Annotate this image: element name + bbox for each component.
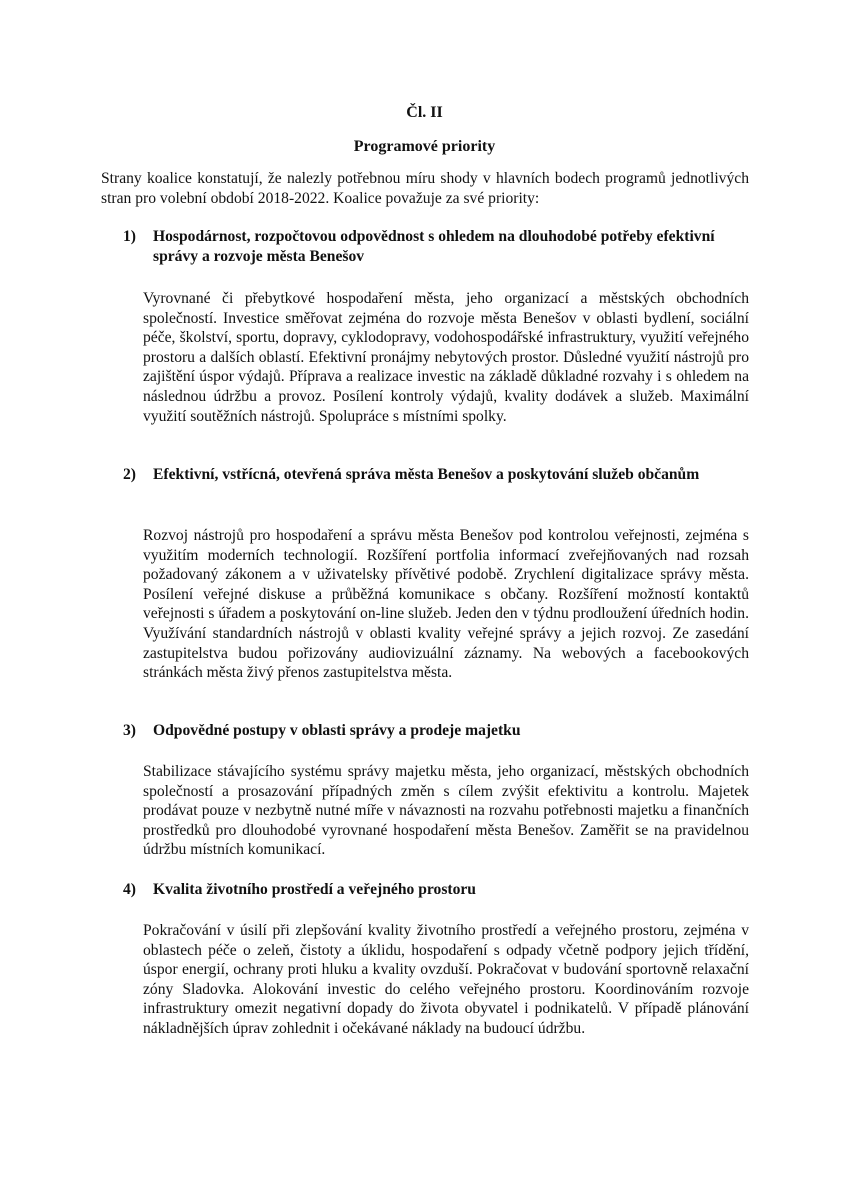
priority-1-body: Vyrovnané či přebytkové hospodaření města, jeho organizací a městských obchodních společností. Investice směřovat zejména do rozvoje města Benešov v oblasti bydlení, sociální péče, školství, sportu, dopravy, cyklodopravy, vodohospodářské infrastruktury, využití veřejného prostoru a dalších oblastí. Efektivní pronájmy nebytových prostor. Důsledné využití nástrojů pro zajištění úspor výdajů. Příprava a realizace investic na základě důkladné rozvahy i s ohledem na následnou údržbu a provoz. Posílení kontroly výdajů, kvality dodávek a služeb. Maximální využití soutěžních nástrojů. Spolupráce s místními spolky.	[143, 290, 749, 425]
priority-1-title: Hospodárnost, rozpočtovou odpovědnost s ohledem na dlouhodobé potřeby efektivní správy a rozvoje města Benešov	[153, 228, 715, 265]
priority-2-body: Rozvoj nástrojů pro hospodaření a správu města Benešov pod kontrolou veřejnosti, zejména s využitím moderních technologií. Rozšíření portfolia informací zveřejňovaných nad rozsah požadovaný zákonem a v uživatelsky přívětivé podobě. Zrychlení digitalizace správy města. Posílení veřejné diskuse a průběžná komunikace s občany. Rozšíření možností kontaktů veřejnosti s úřadem a poskytování on-line služeb. Jeden den v týdnu prodloužení úředních hodin. Využívání standardních nástrojů v oblasti kvality veřejné správy a jejich rozvoj. Ze zasedání zastupitelstva budou pořizovány audiovizuální záznamy. Na webových a facebookových stránkách města živý přenos zastupitelstva města.	[143, 527, 749, 682]
priority-3-body: Stabilizace stávajícího systému správy majetku města, jeho organizací, městských obchodních společností a prosazování případných změn s cílem zvýšit efektivitu a kontrolu. Majetek prodávat pouze v nezbytně nutné míře v návaznosti na rozvahu potřebnosti majetku a finančních prostředků pro dlouhodobé vyrovnané hospodaření města Benešov. Zaměřit se na pravidelnou údržbu místních komunikací.	[143, 763, 749, 859]
priority-1-heading	[123, 227, 743, 267]
priority-3-title: Odpovědné postupy v oblasti správy a prodeje majetku	[153, 722, 521, 739]
priority-3-heading	[123, 721, 743, 741]
priority-2-title: Efektivní, vstřícná, otevřená správa města Benešov a poskytování služeb občanům	[153, 466, 700, 483]
priority-1-number: 1)	[123, 228, 136, 245]
priority-4-heading	[123, 880, 743, 900]
priority-4-title: Kvalita životního prostředí a veřejného prostoru	[153, 881, 476, 898]
priority-2-number: 2)	[123, 466, 136, 483]
section-title: Programové priority	[353, 138, 496, 155]
intro-paragraph: Strany koalice konstatují, že nalezly potřebnou míru shody v hlavních bodech programů jednotlivých stran pro volební období 2018-2022. Koalice považuje za své priority:	[101, 170, 749, 207]
priority-4-number: 4)	[123, 881, 136, 898]
priority-3-number: 3)	[123, 722, 136, 739]
article-number: Čl. II	[406, 104, 443, 121]
priority-2-heading	[123, 465, 743, 485]
priority-4-body: Pokračování v úsilí při zlepšování kvality životního prostředí a veřejného prostoru, zejména v oblastech péče o zeleň, čistoty a úklidu, hospodaření s odpady včetně podpory jejich třídění, úspor energií, ochrany proti hluku a kvality ovzduší. Pokračovat v budování sportovně relaxační zóny Sladovka. Alokování investic do celého veřejného prostoru. Koordinováním rozvoje infrastruktury omezit negativní dopady do života obyvatel i podnikatelů. V případě plánování nákladnějších úprav zohlednit i očekávané náklady na budoucí údržbu.	[143, 922, 749, 1037]
